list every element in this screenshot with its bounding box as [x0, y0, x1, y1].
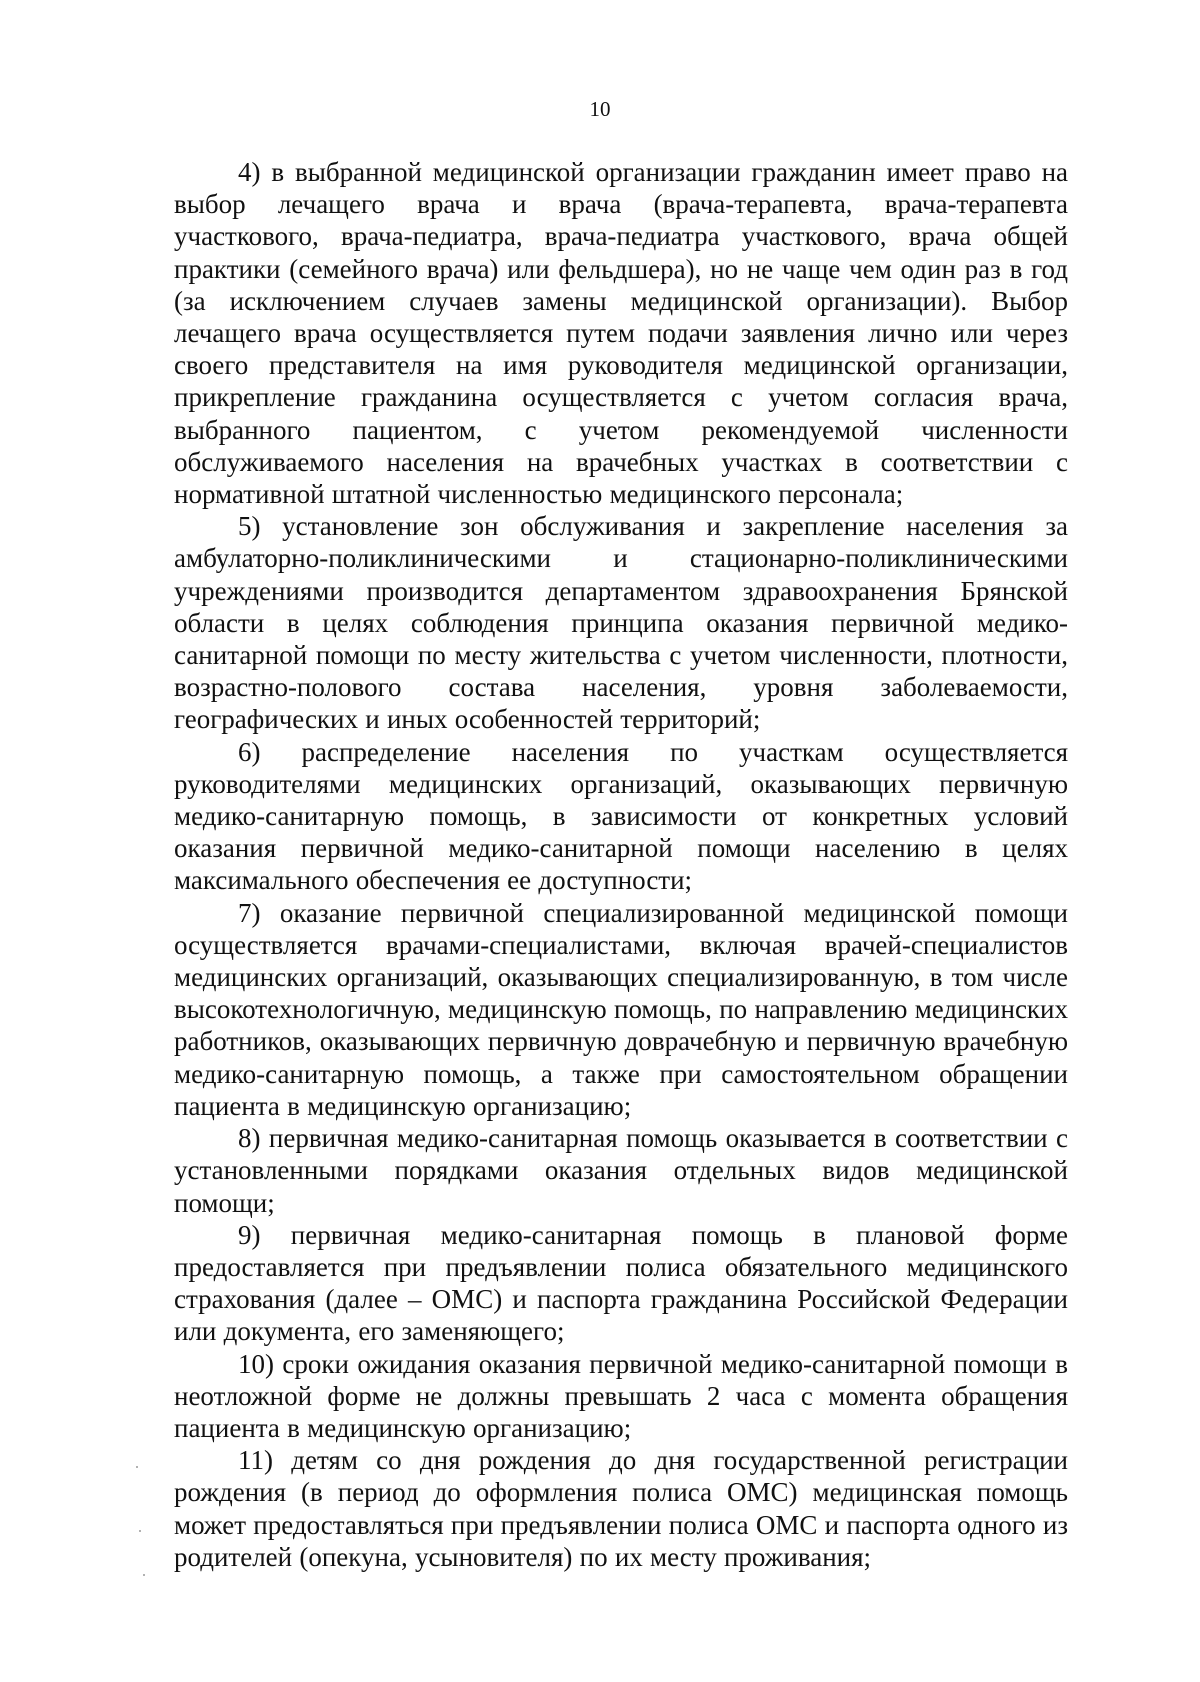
paragraph-item-7: 7) оказание первичной специализированной медицинской помощи осуществляется врачами-специалистами, включая врачей-специалистов медицинских организаций, оказывающих специализированную, в том числе высокотехнологичную, медицинскую помощь, по направлению медицинских работников, оказывающих первичную доврачебную и первичную врачебную медико-санитарную помощь, а также при самостоятельном обращении пациента в медицинскую организацию;	[174, 897, 1068, 1121]
scan-speck	[143, 1574, 145, 1576]
paragraph-item-9: 9) первичная медико-санитарная помощь в плановой форме предоставляется при предъявлении полиса обязательного медицинского страхования (далее – ОМС) и паспорта гражданина Российской Федерации или документа, его заменяющего;	[174, 1219, 1068, 1347]
paragraph-item-4: 4) в выбранной медицинской организации гражданин имеет право на выбор лечащего врача и врача (врача-терапевта, врача-терапевта участкового, врача-педиатра, врача-педиатра участкового, врача общей практики (семейного врача) или фельдшера), но не чаще чем один раз в год (за исключением случаев замены медицинской организации). Выбор лечащего врача осуществляется путем подачи заявления лично или через своего представителя на имя руководителя медицинской организации, прикрепление гражданина осуществляется с учетом согласия врача, выбранного пациентом, с учетом рекомендуемой численности обслуживаемого населения на врачебных участках в соответствии с нормативной штатной численностью медицинского персонала;	[174, 157, 1068, 510]
paragraph-item-11: 11) детям со дня рождения до дня государственной регистрации рождения (в период до оформления полиса ОМС) медицинская помощь может предоставляться при предъявлении полиса ОМС и паспорта одного из родителей (опекуна, усыновителя) по их месту проживания;	[174, 1445, 1068, 1572]
paragraph-item-5: 5) установление зон обслуживания и закрепление населения за амбулаторно-поликлиническими и стационарно-поликлиническими учреждениями производится департаментом здравоохранения Брянской области в целях соблюдения принципа оказания первичной медико-санитарной помощи по месту жительства с учетом численности, плотности, возрастно-полового состава населения, уровня заболеваемости, географических и иных особенностей территорий;	[174, 511, 1068, 735]
scan-speck	[136, 1466, 138, 1468]
scan-speck	[139, 1530, 141, 1532]
paragraph-item-8: 8) первичная медико-санитарная помощь оказывается в соответствии с установленными порядками оказания отдельных видов медицинской помощи;	[174, 1123, 1068, 1218]
document-body	[174, 156, 1068, 1573]
page-number: 10	[589, 97, 611, 121]
paragraph-item-10: 10) сроки ожидания оказания первичной медико-санитарной помощи в неотложной форме не должны превышать 2 часа с момента обращения пациента в медицинскую организацию;	[174, 1348, 1068, 1443]
paragraph-item-6: 6) распределение населения по участкам осуществляется руководителями медицинских организаций, оказывающих первичную медико-санитарную помощь, в зависимости от конкретных условий оказания первичной медико-санитарной помощи населению в целях максимального обеспечения ее доступности;	[174, 736, 1068, 896]
